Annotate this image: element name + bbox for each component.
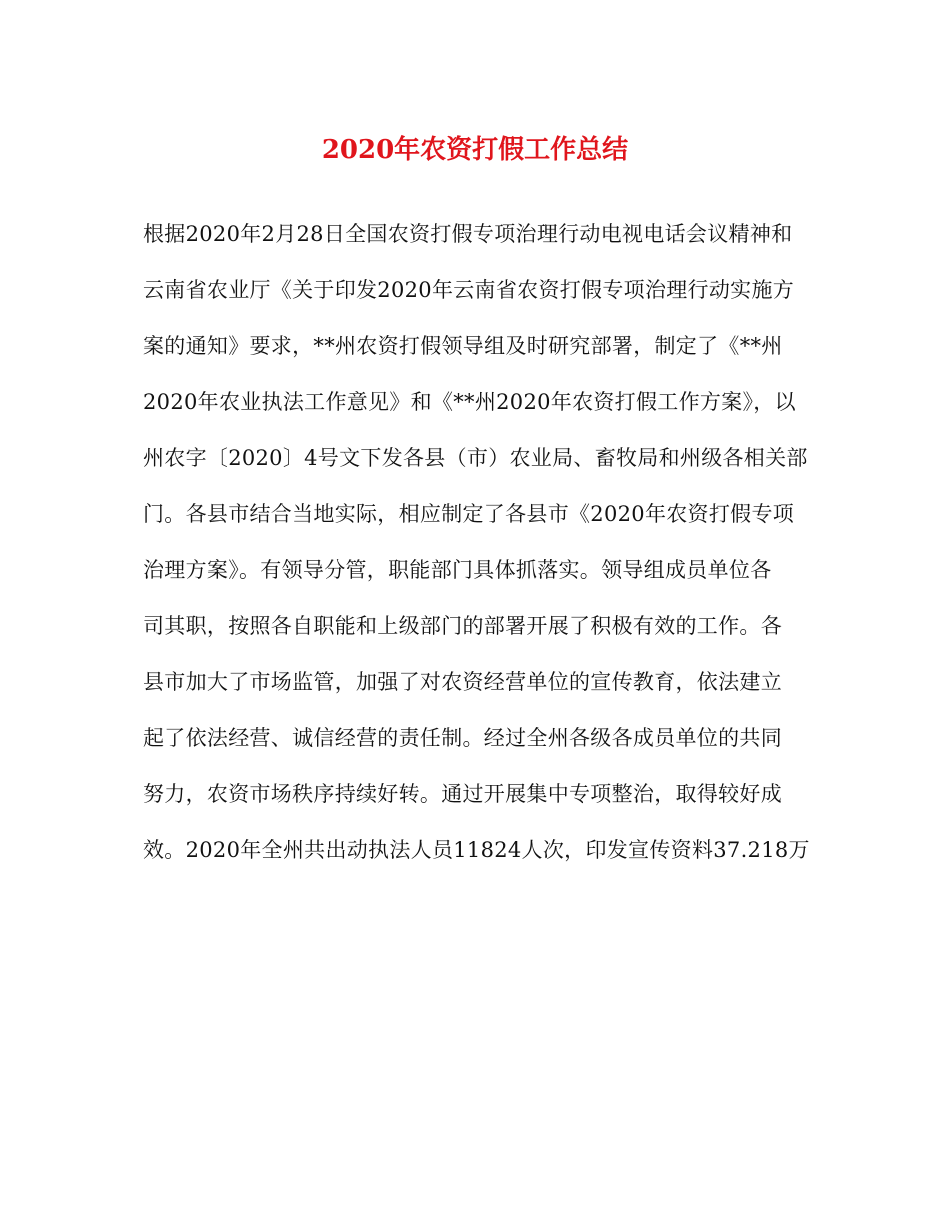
body-line-2: 云南省农业厅《关于印发2020年云南省农资打假专项治理行动实施方 bbox=[143, 278, 795, 302]
body-line-8: 司其职，按照各自职能和上级部门的部署开展了积极有效的工作。各 bbox=[143, 614, 782, 638]
body-line-11: 努力，农资市场秩序持续好转。通过开展集中专项整治，取得较好成 bbox=[143, 782, 782, 806]
body-line-12: 效。2020年全州共出动执法人员11824人次，印发宣传资料37.218万 bbox=[143, 838, 810, 862]
document-body bbox=[143, 212, 823, 884]
body-line-4: 2020年农业执法工作意见》和《**州2020年农资打假工作方案》，以 bbox=[143, 390, 796, 414]
body-line-1: 根据2020年2月28日全国农资打假专项治理行动电视电话会议精神和 bbox=[143, 222, 793, 246]
body-line-6: 门。各县市结合当地实际，相应制定了各县市《2020年农资打假专项 bbox=[143, 502, 795, 526]
body-line-3: 案的通知》要求，**州农资打假领导组及时研究部署，制定了《**州 bbox=[143, 334, 783, 358]
body-line-10: 起了依法经营、诚信经营的责任制。经过全州各级各成员单位的共同 bbox=[143, 726, 782, 750]
document-title: 2020年农资打假工作总结 bbox=[321, 135, 629, 165]
body-line-7: 治理方案》。有领导分管，职能部门具体抓落实。领导组成员单位各 bbox=[143, 558, 772, 582]
body-line-9: 县市加大了市场监管，加强了对农资经营单位的宣传教育，依法建立 bbox=[143, 670, 782, 694]
body-line-5: 州农字〔2020〕4号文下发各县（市）农业局、畜牧局和州级各相关部 bbox=[143, 446, 808, 470]
